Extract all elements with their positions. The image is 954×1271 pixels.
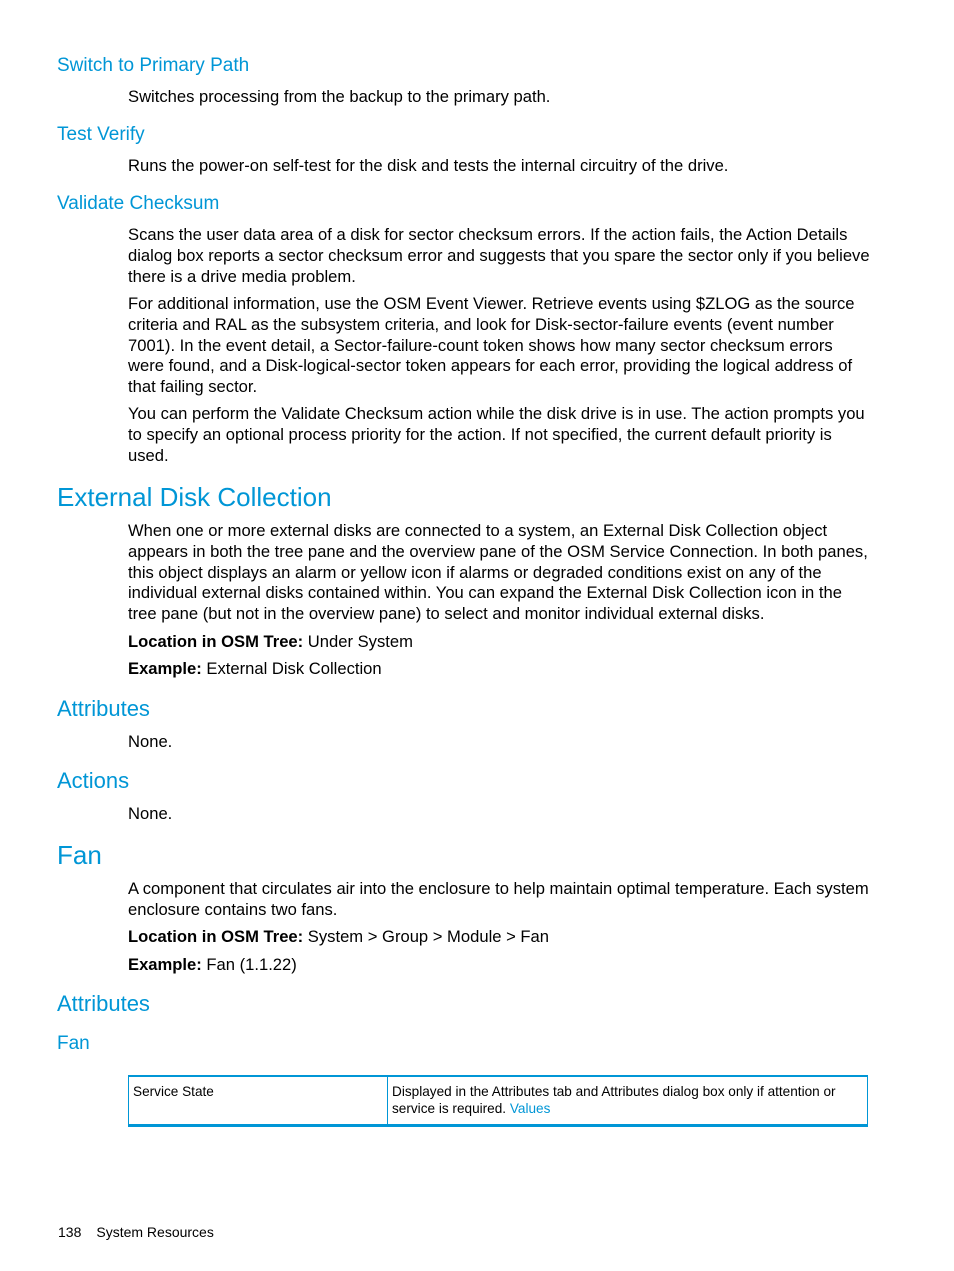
- location-label: Location in OSM Tree:: [128, 927, 304, 946]
- location-label: Location in OSM Tree:: [128, 632, 304, 651]
- table-row: [129, 1076, 868, 1126]
- heading-actions: Actions: [57, 768, 130, 793]
- heading-validate-checksum: Validate Checksum: [57, 193, 220, 214]
- external-disk-example: [128, 659, 870, 680]
- attributes-text: None.: [128, 732, 173, 751]
- heading-switch-primary-path: Switch to Primary Path: [57, 55, 250, 76]
- page-number: 138: [58, 1224, 82, 1240]
- location-value: System > Group > Module > Fan: [303, 927, 549, 946]
- actions-text: None.: [128, 804, 173, 823]
- fan-example: [128, 955, 870, 976]
- fan-location: [128, 927, 870, 948]
- attribute-description-text: Displayed in the Attributes tab and Attributes dialog box only if attention or service is required.: [392, 1084, 836, 1116]
- attribute-description-cell: [388, 1076, 868, 1126]
- example-label: Example:: [128, 659, 202, 678]
- location-value: Under System: [303, 632, 413, 651]
- switch-primary-path-text: Switches processing from the backup to the primary path.: [128, 87, 551, 106]
- fan-description: A component that circulates air into the enclosure to help maintain optimal temperature. Each system enclosure contains two fans.: [128, 879, 869, 919]
- attribute-name-cell: Service State: [129, 1076, 388, 1126]
- heading-fan-attributes: Attributes: [57, 991, 150, 1016]
- external-disk-location: [128, 632, 870, 653]
- validate-checksum-paragraph-2: For additional information, use the OSM Event Viewer. Retrieve events using $ZLOG as the source criteria and RAL as the subsystem criteria, and look for Disk-sector-failure events (event number 7001). In the event detail, a Sector-failure-count token shows how many sector checksum errors were found, and a Disk-logical-sector token appears for each error, providing the logical address of that failing sector.: [128, 294, 855, 397]
- validate-checksum-paragraph-3: You can perform the Validate Checksum action while the disk drive is in use. The action prompts you to specify an optional process priority for the action. If not specified, the current default priority is used.: [128, 404, 865, 465]
- page-footer: [58, 1224, 214, 1240]
- footer-section-title: System Resources: [96, 1224, 214, 1240]
- heading-attributes: Attributes: [57, 696, 150, 721]
- fan-attributes-table: [128, 1075, 868, 1127]
- validate-checksum-paragraph-1: Scans the user data area of a disk for sector checksum errors. If the action fails, the Action Details dialog box reports a sector checksum error and suggests that you spare the sector only if you believe there is a drive media problem.: [128, 225, 870, 286]
- test-verify-text: Runs the power-on self-test for the disk and tests the internal circuitry of the drive.: [128, 156, 729, 175]
- example-label: Example:: [128, 955, 202, 974]
- example-value: Fan (1.1.22): [201, 955, 297, 974]
- example-value: External Disk Collection: [201, 659, 382, 678]
- heading-fan: Fan: [57, 840, 102, 870]
- values-link[interactable]: Values: [509, 1101, 551, 1116]
- heading-external-disk-collection: External Disk Collection: [57, 482, 332, 512]
- heading-fan-subsection: Fan: [57, 1033, 90, 1054]
- heading-test-verify: Test Verify: [57, 124, 145, 145]
- external-disk-description: When one or more external disks are connected to a system, an External Disk Collection object appears in both the tree pane and the overview pane of the OSM Service Connection. In both panes, this object displays an alarm or yellow icon if alarms or degraded conditions exist on any of the individual external disks contained within. You can expand the External Disk Collection icon in the tree pane (but not in the overview pane) to select and monitor individual external disks.: [128, 521, 868, 624]
